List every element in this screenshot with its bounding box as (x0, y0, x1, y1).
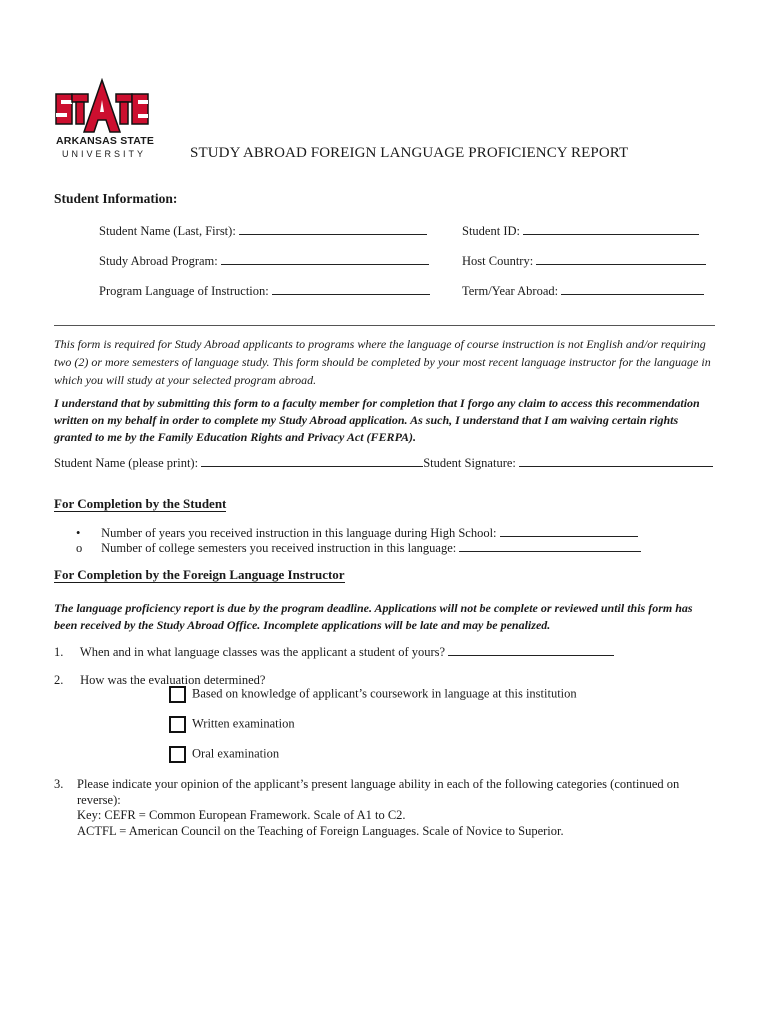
signature-blank[interactable] (519, 455, 713, 467)
college-blank[interactable] (459, 540, 641, 552)
student-section-heading: For Completion by the Student (54, 496, 227, 511)
option-coursework[interactable] (169, 686, 577, 703)
student-name-field[interactable] (99, 223, 427, 239)
student-info-heading: Student Information: (54, 191, 178, 206)
host-country-field[interactable] (462, 253, 706, 269)
question-1 (54, 644, 614, 660)
logo-line2: UNIVERSITY (62, 149, 147, 159)
student-name-blank[interactable] (239, 223, 427, 235)
student-name-label: Student Name (Last, First): (99, 224, 236, 238)
option-written-label: Written examination (192, 716, 295, 731)
q3-key-actfl: ACTFL = American Council on the Teaching of Foreign Languages. Scale of Novice to Superior. (77, 823, 564, 838)
q2-text: How was the evaluation determined? (80, 673, 266, 687)
option-coursework-label: Based on knowledge of applicant’s coursework in language at this institution (192, 686, 577, 701)
program-blank[interactable] (221, 253, 429, 265)
student-id-label: Student ID: (462, 224, 520, 238)
host-country-label: Host Country: (462, 254, 534, 268)
student-id-field[interactable] (462, 223, 699, 239)
state-logo-mark (54, 78, 150, 134)
bullet-text: Number of years you received instruction in this language during High School: (101, 526, 497, 540)
host-country-blank[interactable] (536, 253, 706, 265)
bullet-marker: o (76, 541, 83, 555)
page-title: STUDY ABROAD FOREIGN LANGUAGE PROFICIENCY REPORT (190, 145, 629, 161)
deadline-note: The language proficiency report is due by the program deadline. Applications will not be complete or reviewed until this form has been received by the Study Abroad Office. Incomplete applications will be late and may be penalized. (54, 601, 693, 632)
bullet-high-school (76, 525, 638, 541)
q2-number: 2. (54, 673, 64, 687)
language-field[interactable] (99, 283, 430, 299)
ferpa-waiver: I understand that by submitting this form to a faculty member for completion that I forgo any claim to access this recommendation written on my behalf in order to complete my Study Abroad application. As such, I understand that I am waiving certain rights granted to me by the Family Education Rights and Privacy Act (FERPA). (54, 396, 700, 444)
language-blank[interactable] (272, 283, 430, 295)
q3-line1: Please indicate your opinion of the applicant’s present language ability in each of the following categories (continued on (77, 777, 680, 791)
print-name-blank[interactable] (201, 455, 423, 467)
term-label: Term/Year Abroad: (462, 284, 559, 298)
print-name-label: Student Name (please print): (54, 456, 199, 470)
option-oral-label: Oral examination (192, 746, 280, 761)
term-blank[interactable] (561, 283, 704, 295)
bullet-college (76, 540, 641, 556)
program-label: Study Abroad Program: (99, 254, 218, 268)
logo-line1: ARKANSAS STATE (56, 135, 155, 147)
q3-line2: reverse): (77, 792, 121, 807)
q3-key-cefr: Key: CEFR = Common European Framework. Scale of A1 to C2. (77, 808, 406, 822)
q1-text: When and in what language classes was the applicant a student of yours? (79, 645, 446, 659)
language-label: Program Language of Instruction: (99, 284, 269, 298)
high-school-blank[interactable] (500, 525, 638, 537)
signature-row (54, 455, 716, 471)
q1-number: 1. (54, 645, 64, 659)
student-id-blank[interactable] (523, 223, 699, 235)
option-written[interactable] (169, 716, 295, 733)
q1-blank[interactable] (448, 644, 614, 656)
question-3 (54, 777, 679, 839)
checkbox-written[interactable] (169, 716, 186, 733)
bullet-marker: • (76, 526, 81, 540)
program-field[interactable] (99, 253, 429, 269)
checkbox-coursework[interactable] (169, 686, 186, 703)
option-oral[interactable] (169, 746, 279, 763)
instructor-section-heading: For Completion by the Foreign Language Instructor (54, 567, 345, 582)
university-logo (54, 78, 154, 160)
checkbox-oral[interactable] (169, 746, 186, 763)
bullet-text: Number of college semesters you received instruction in this language: (101, 541, 457, 555)
intro-paragraph: This form is required for Study Abroad applicants to programs where the language of course instruction is not English and/or requiring two (2) or more semesters of language study. This form should be completed by your most recent language instructor for the language in which you will study at your selected program abroad. (54, 337, 711, 387)
signature-label: Student Signature: (423, 456, 516, 470)
section-divider (54, 325, 715, 326)
q3-number: 3. (54, 777, 64, 791)
term-field[interactable] (462, 283, 704, 299)
